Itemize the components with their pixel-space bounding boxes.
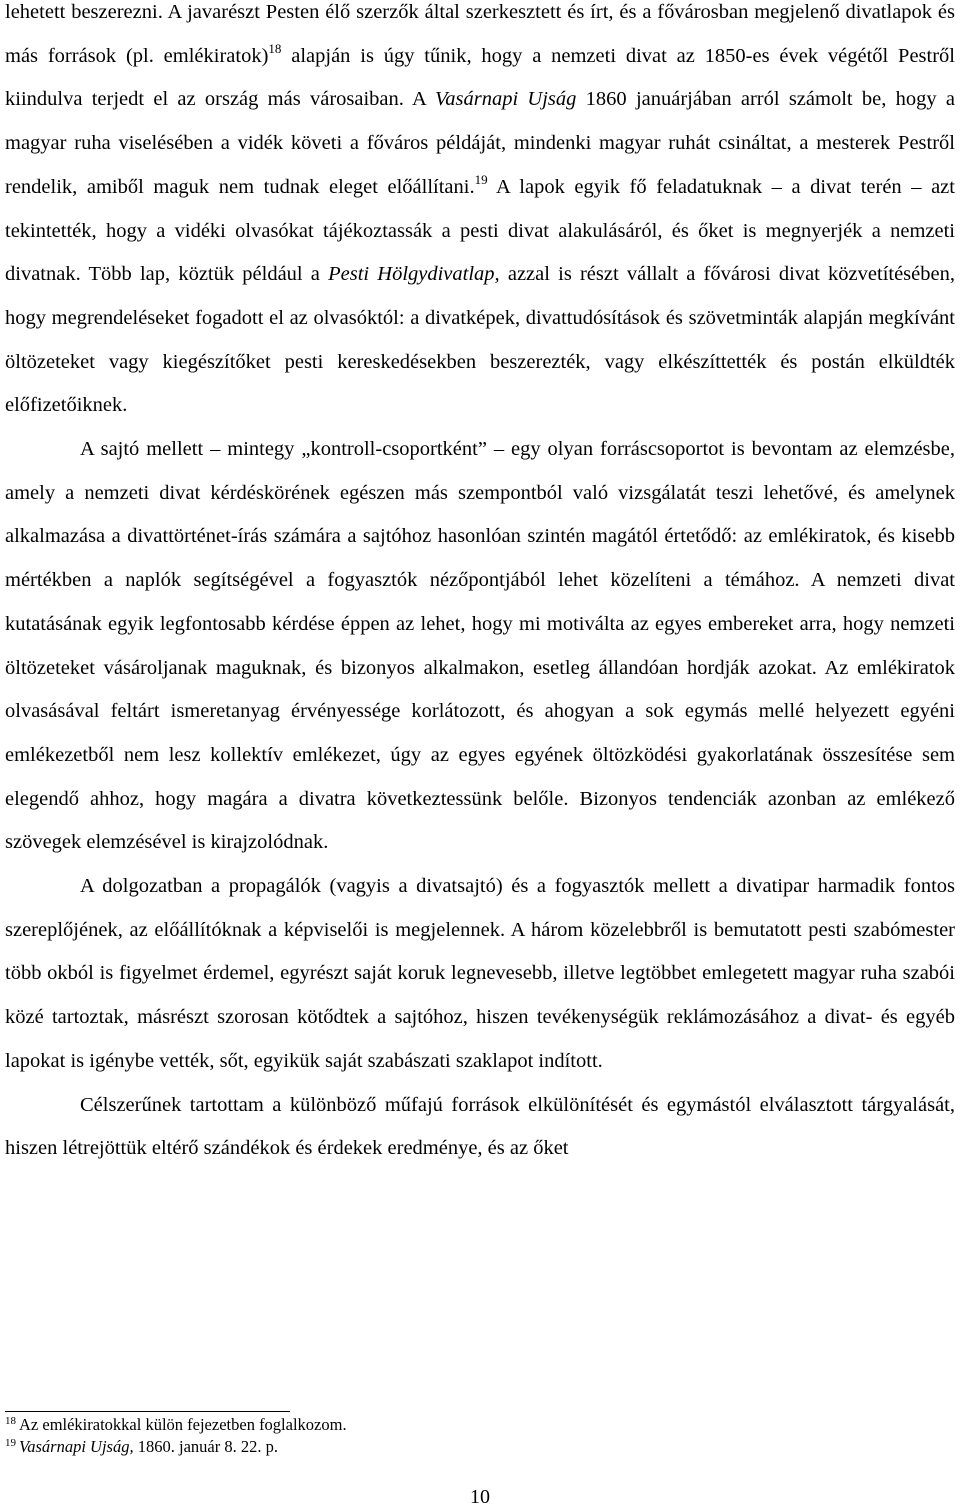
paragraph-1-text-d: A lapok egyik fő feladatuknak – a divat terén – azt tekintették, hogy a vidéki olvasókat tájékoztassák a pesti divat alakulásáról, és őket is megnyerjék a nemzeti divatnak. Több lap, köztük például a bbox=[5, 175, 955, 286]
paragraph-3: A dolgozatban a propagálók (vagyis a divatsajtó) és a fogyasztók mellett a divatipar harmadik fontos szereplőjének, az előállítóknak a képviselői is megjelennek. A három közelebbről is bemutatott pesti szabómester több okból is figyelmet érdemel, egyrészt saját koruk legnevesebb, illetve legtöbbet emlegetett magyar ruha szabói közé tartoztak, másrészt szorosan kötődtek a sajtóhoz, hiszen tevékenységük reklámozásához a divat- és egyéb lapokat is igénybe vették, sőt, egyikük saját szabászati szaklapot indított. bbox=[5, 875, 955, 1072]
paragraph-4: Célszerűnek tartottam a különböző műfajú források elkülönítését és egymástól elválasztott tárgyalását, hiszen létrejöttük eltérő szándékok és érdekek eredménye, és az őket bbox=[5, 1093, 955, 1160]
paragraph-1-text-c: 1860 januárjában arról számolt be, hogy a magyar ruha viselésében a vidék követi a főváros példáját, mindenki magyar ruhát csináltat, a mesterek Pestről rendelik, amiből maguk nem tudnak eleget előállítani. bbox=[5, 88, 955, 198]
paragraph-1 bbox=[5, 0, 955, 428]
footnotes bbox=[5, 1414, 955, 1457]
italic-title-pesti-holgydivatlap: Pesti Hölgydivatlap, bbox=[328, 263, 500, 286]
footnote-number: 19 bbox=[5, 1436, 16, 1449]
footnote-number: 18 bbox=[5, 1415, 16, 1427]
footnote-18 bbox=[5, 1414, 955, 1436]
paragraph-2: A sajtó mellett – mintegy „kontroll-csoportként” – egy olyan forráscsoportot is bevontam az elemzésbe, amely a nemzeti divat kérdéskörének egészen más szempontból való vizsgálatát teszi lehetővé, és amelynek alkalmazása a divattörténet-írás számára a sajtóhoz hasonlóan szintén magától értetődő: az emlékiratok, és kisebb mértékben a naplók segítségével a fogyasztók nézőpontjából lehet közelíteni a témához. A nemzeti divat kutatásának egyik legfontosabb kérdése éppen az lehet, hogy mi motiválta az egyes embereket arra, hogy nemzeti öltözeteket vásároljanak maguknak, és bizonyos alkalmakon, esetleg állandóan hordják azokat. Az emlékiratok olvasásával feltárt ismeretanyag érvényessége korlátozott, és ahogyan a sok egymás mellé helyezett egyéni emlékezetből nem lesz kollektív emlékezet, úgy az egyes egyének öltözködési gyakorlatának összesítése sem elegendő ahhoz, hogy magára a divatra következtessünk belőle. Bizonyos tendenciák azonban az emlékező szövegek elemzésével is kirajzolódnak. bbox=[5, 438, 955, 854]
paragraph-1-text-b: alapján is úgy tűnik, hogy a nemzeti divat az 1850-es évek végétől Pestről kiindulva terjedt el az ország más városaiban. A bbox=[5, 44, 955, 111]
footnote-ref-18[interactable]: 18 bbox=[268, 40, 282, 56]
document-page bbox=[5, 0, 955, 1171]
paragraph-1-text-e: azzal is részt vállalt a fővárosi divat közvetítésében, hogy megrendeléseket fogadott el az olvasóktól: a divatképek, divattudósítások és szövetminták alapján megkívánt öltözeteket vagy kiegészítőket pesti kereskedésekben beszerezték, vagy elkészíttették és postán elküldték előfizetőiknek. bbox=[5, 263, 955, 417]
footnote-ref-19[interactable]: 19 bbox=[474, 171, 488, 187]
paragraph-1-text-a: lehetett beszerezni. A javarészt Pesten élő szerzők által szerkesztett és írt, és a fővárosban megjelenő divatlapok és más források (pl. emlékiratok) bbox=[5, 1, 955, 67]
footnote-text: Az emlékiratokkal külön fejezetben foglalkozom. bbox=[19, 1415, 347, 1434]
page-number: 10 bbox=[470, 1486, 490, 1508]
footnote-19 bbox=[5, 1436, 955, 1458]
footnote-italic-title: Vasárnapi Ujság, bbox=[19, 1436, 134, 1456]
footnote-separator bbox=[5, 1411, 290, 1412]
italic-title-vasarnapi-ujsag: Vasárnapi Ujság bbox=[435, 88, 577, 111]
footnote-text: 1860. január 8. 22. p. bbox=[133, 1436, 278, 1456]
